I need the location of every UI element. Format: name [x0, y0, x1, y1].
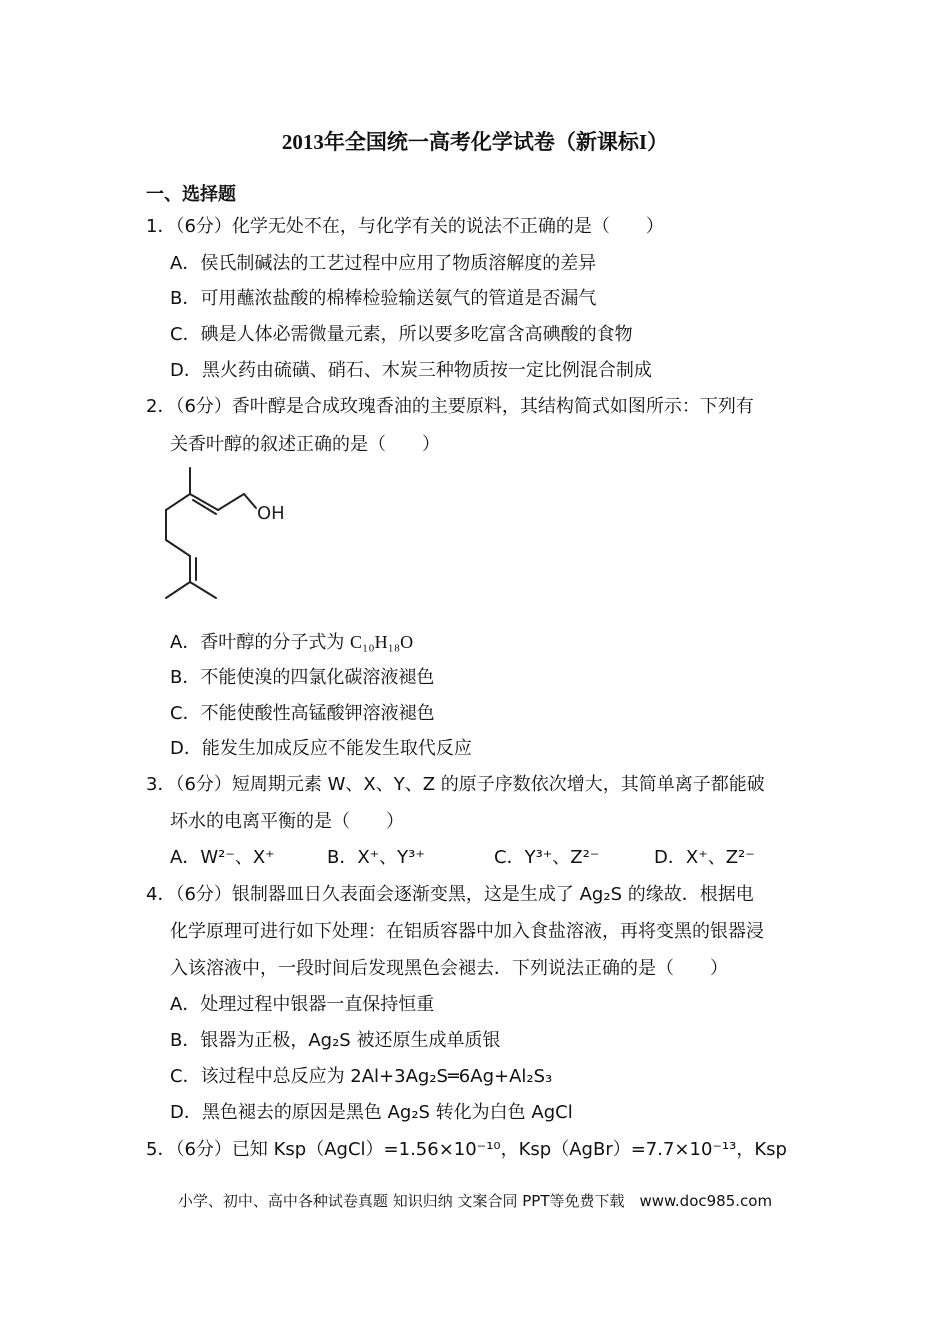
hydroxyl-label: OH	[257, 503, 285, 524]
page-footer: 小学、初中、高中各种试卷真题 知识归纳 文案合同 PPT等免费下载 www.doc985.com	[177, 1192, 773, 1210]
question-2-option-c: C．不能使酸性高锰酸钾溶液褪色	[170, 703, 435, 724]
option-a-text: A．香叶醇的分子式为	[170, 632, 351, 653]
question-2-stem-line1: 2．（6分）香叶醇是合成玫瑰香油的主要原料，其结构简式如图所示：下列有	[146, 396, 754, 417]
question-3-option-a: A．W²⁻、X⁺	[170, 847, 275, 868]
question-3-stem-line1: 3．（6分）短周期元素 W、X、Y、Z 的原子序数依次增大，其简单离子都能破	[146, 774, 765, 795]
question-3-stem-line2: 坏水的电离平衡的是（ ）	[170, 811, 404, 832]
molecular-formula: C₁₀H₁₈O	[350, 632, 414, 652]
question-3-option-d: D．X⁺、Z²⁻	[654, 847, 755, 868]
question-3-option-b: B．X⁺、Y³⁺	[327, 847, 425, 868]
question-5-stem-line1: 5．（6分）已知 Ksp（AgCl）=1.56×10⁻¹⁰，Ksp（AgBr）=7.7×10⁻¹³，Ksp	[146, 1139, 787, 1160]
question-4-stem-line2: 化学原理可进行如下处理：在铝质容器中加入食盐溶液，再将变黑的银器浸	[170, 921, 764, 942]
geraniol-structure-diagram	[160, 464, 300, 604]
question-1-option-d: D．黑火药由硫磺、硝石、木炭三种物质按一定比例混合制成	[170, 360, 652, 381]
question-4-stem-line1: 4．（6分）银制器皿日久表面会逐渐变黑，这是生成了 Ag₂S 的缘故．根据电	[146, 884, 754, 905]
question-2-option-b: B．不能使溴的四氯化碳溶液褪色	[170, 667, 435, 688]
question-4-option-a: A．处理过程中银器一直保持恒重	[170, 994, 435, 1015]
question-2-stem-line2: 关香叶醇的叙述正确的是（ ）	[170, 434, 440, 455]
question-2-option-d: D．能发生加成反应不能发生取代反应	[170, 738, 472, 759]
question-1-option-a: A．侯氏制碱法的工艺过程中应用了物质溶解度的差异	[170, 253, 597, 274]
question-1-stem: 1．（6分）化学无处不在，与化学有关的说法不正确的是（ ）	[146, 216, 664, 237]
question-3-option-c: C．Y³⁺、Z²⁻	[494, 847, 600, 868]
question-1-option-b: B．可用蘸浓盐酸的棉棒检验输送氨气的管道是否漏气	[170, 288, 597, 309]
question-4-stem-line3: 入该溶液中，一段时间后发现黑色会褪去．下列说法正确的是（ ）	[170, 958, 728, 979]
question-4-option-d: D．黑色褪去的原因是黑色 Ag₂S 转化为白色 AgCl	[170, 1102, 573, 1123]
question-2-option-a	[170, 630, 413, 655]
question-4-option-b: B．银器为正极，Ag₂S 被还原生成单质银	[170, 1030, 501, 1051]
page-title: 2013年全国统一高考化学试卷（新课标I）	[281, 130, 669, 154]
question-1-option-c: C．碘是人体必需微量元素，所以要多吃富含高碘酸的食物	[170, 324, 633, 345]
section-heading: 一、选择题	[146, 184, 236, 205]
question-4-option-c: C．该过程中总反应为 2Al+3Ag₂S═6Ag+Al₂S₃	[170, 1066, 553, 1087]
